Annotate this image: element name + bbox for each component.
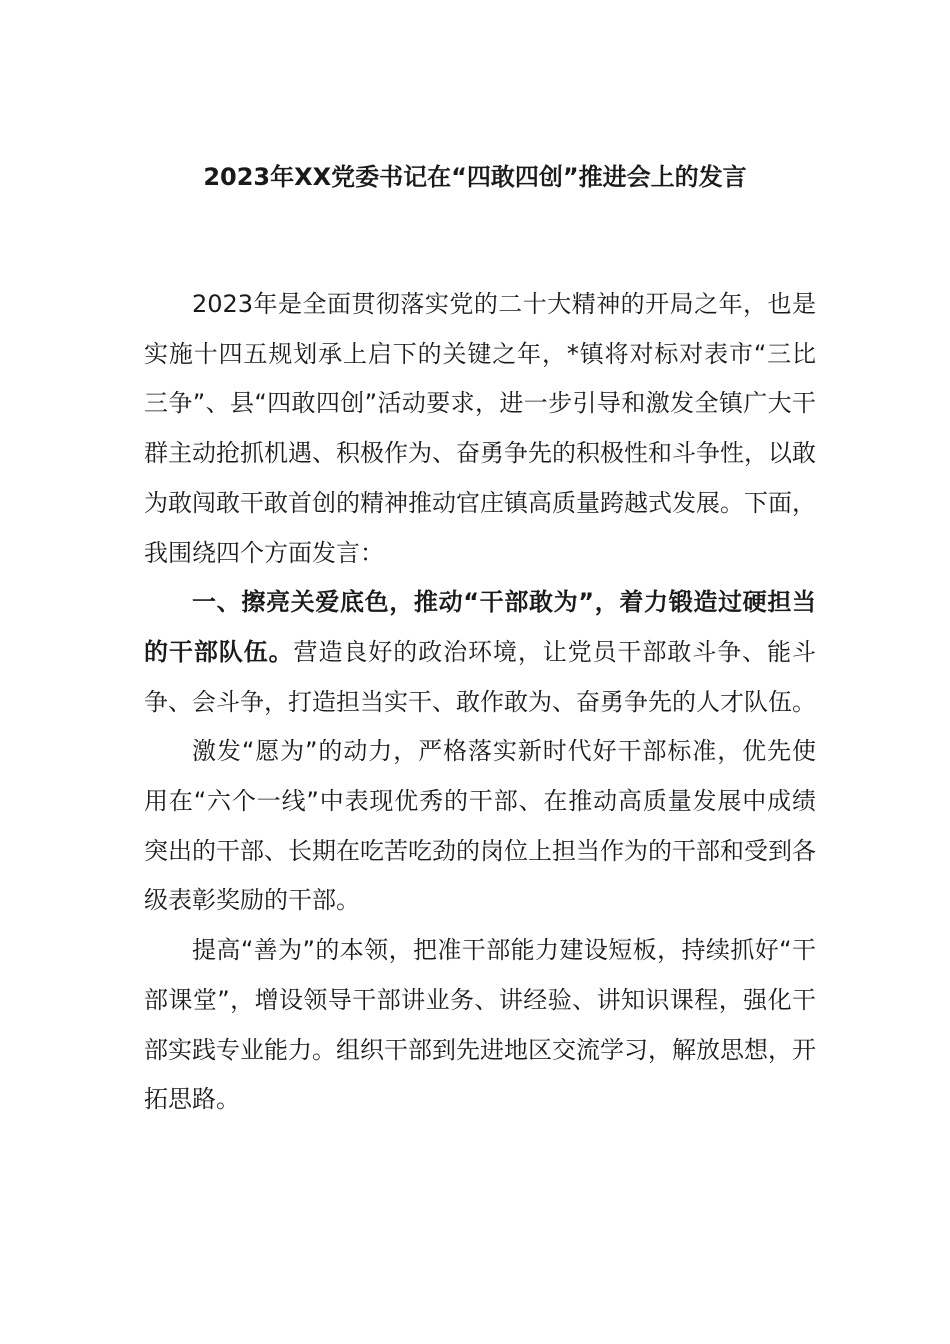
paragraph-1 <box>144 280 816 578</box>
paragraph-2 <box>144 578 816 727</box>
document-title: 2023年XX党委书记在“四敢四创”推进会上的发言 <box>203 163 747 191</box>
paragraph-4 <box>144 926 816 1125</box>
section-heading-1: 一、擦亮关爱底色，推动“干部敢为”，着力锻造过硬担当的干部队伍。 <box>144 588 816 666</box>
document-body <box>144 280 816 1125</box>
paragraph-3-text: 激发“愿为”的动力，严格落实新时代好干部标准，优先使用在“六个一线”中表现优秀的干部、在推动高质量发展中成绩突出的干部、长期在吃苦吃劲的岗位上担当作为的干部和受到各级表彰奖励的干部。 <box>144 737 816 915</box>
paragraph-3 <box>144 727 816 926</box>
paragraph-2-text: 营造良好的政治环境，让党员干部敢斗争、能斗争、会斗争，打造担当实干、敢作敢为、奋勇争先的人才队伍。 <box>144 637 817 716</box>
paragraph-1-text: 2023年是全面贯彻落实党的二十大精神的开局之年，也是实施十四五规划承上启下的关键之年，*镇将对标对表市“三比三争”、县“四敢四创”活动要求，进一步引导和激发全镇广大干群主动抢抓机遇、积极作为、奋勇争先的积极性和斗争性，以敢为敢闯敢干敢首创的精神推动官庄镇高质量跨越式发展。下面，我围绕四个方面发言： <box>144 290 816 567</box>
paragraph-4-text: 提高“善为”的本领，把准干部能力建设短板，持续抓好“干部课堂”，增设领导干部讲业务、讲经验、讲知识课程，强化干部实践专业能力。组织干部到先进地区交流学习，解放思想，开拓思路。 <box>144 936 816 1114</box>
